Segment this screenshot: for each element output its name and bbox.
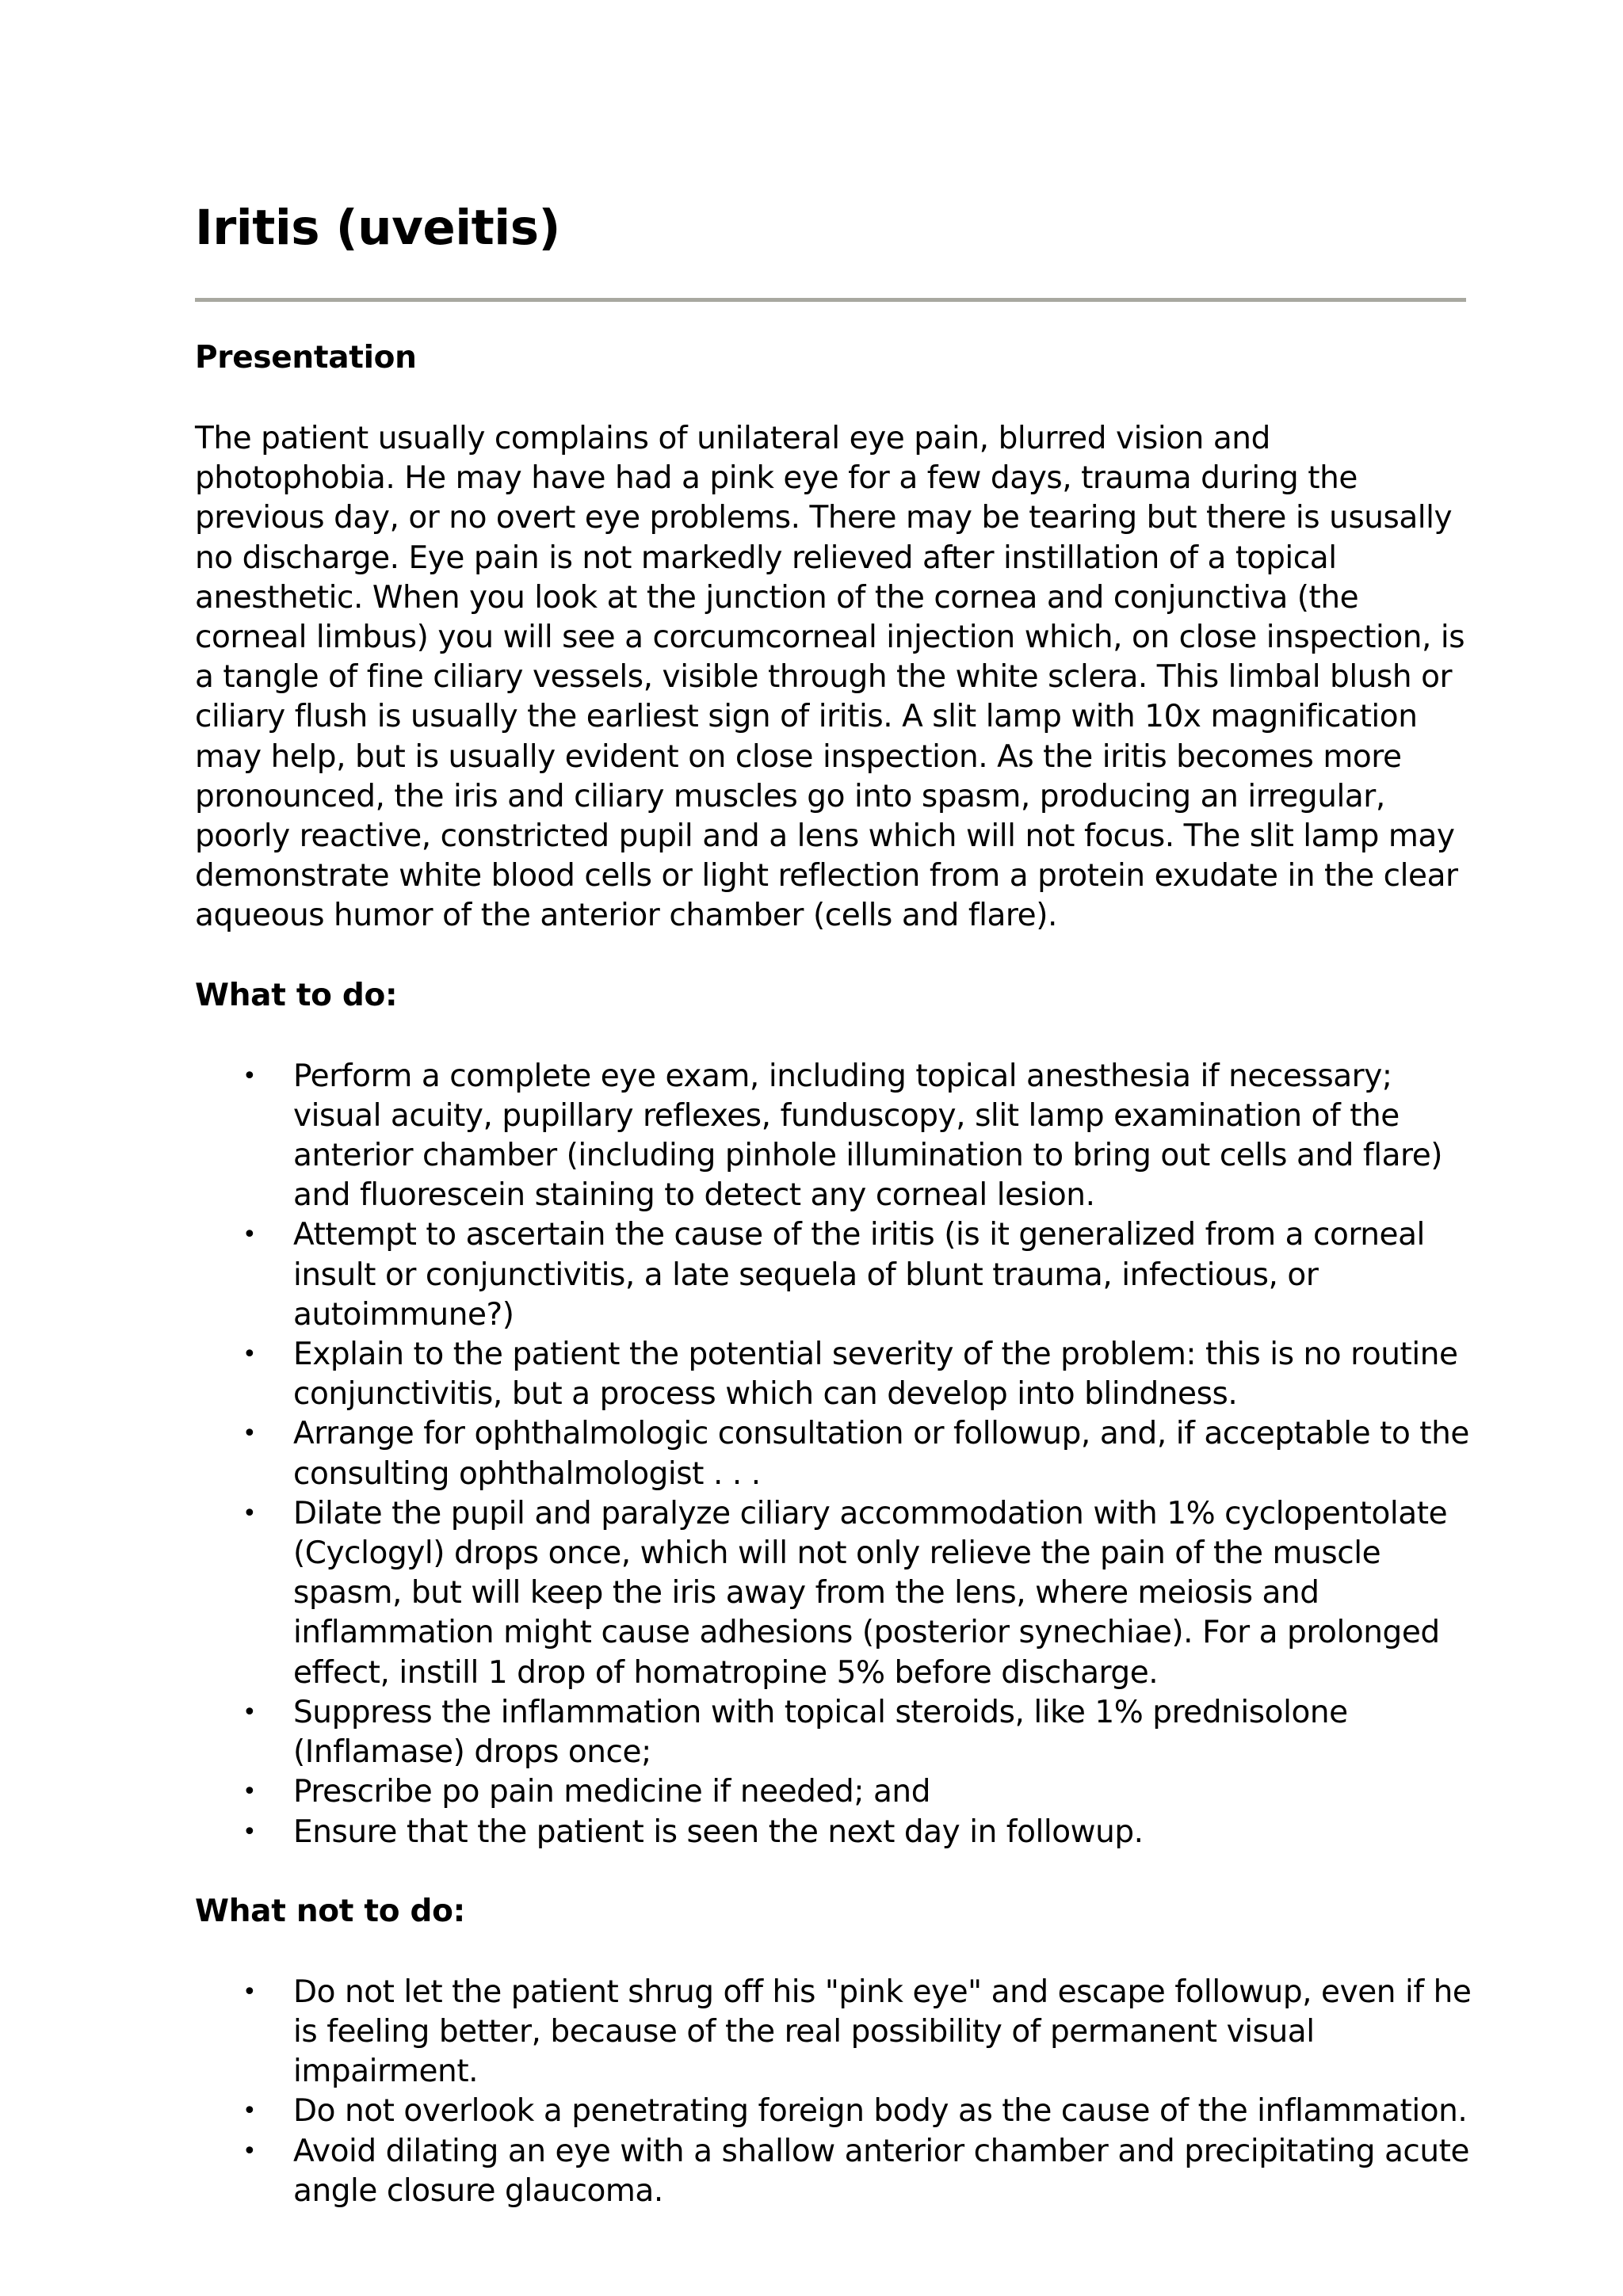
document-page (195, 196, 1479, 2211)
presentation-heading: Presentation (195, 340, 417, 376)
list-item-text: Avoid dilating an eye with a shallow anterior chamber and precipitating acute angle closure glaucoma. (293, 2133, 1470, 2209)
list-item-text: Do not overlook a penetrating foreign body as the cause of the inflammation. (293, 2093, 1468, 2130)
list-item (195, 1057, 1479, 1216)
list-item (195, 1494, 1479, 1693)
bullet-icon: • (242, 1499, 257, 1527)
list-item-text: Arrange for ophthalmologic consultation or followup, and, if acceptable to the consulting ophthalmologist . . . (293, 1416, 1469, 1492)
bullet-icon: • (242, 2097, 257, 2126)
list-item (195, 2092, 1479, 2131)
title-divider (195, 298, 1466, 302)
list-item-text: Dilate the pupil and paralyze ciliary accommodation with 1% cyclopentolate (Cyclogyl) drops once, which will not only relieve the pain of the muscle spasm, but will keep the iris away from the lens, where meiosis and inflammation might cause adhesions (posterior synechiae). For a prolonged effect, instill 1 drop of homatropine 5% before discharge. (293, 1495, 1448, 1691)
list-item (195, 1973, 1479, 2092)
presentation-paragraph: The patient usually complains of unilateral eye pain, blurred vision and photophobia. He may have had a pink eye for a few days, trauma during the previous day, or no overt eye problems. There may be tearing but there is ususally no discharge. Eye pain is not markedly relieved after instillation of a topical anesthetic. When you look at the junction of the cornea and conjunctiva (the corneal limbus) you will see a corcumcorneal injection which, on close inspection, is a tangle of fine ciliary vessels, visible through the white sclera. This limbal blush or ciliary flush is usually the earliest sign of iritis. A slit lamp with 10x magnification may help, but is usually evident on close inspection. As the iritis becomes more pronounced, the iris and ciliary muscles go into spasm, producing an irregular, poorly reactive, constricted pupil and a lens which will not focus. The slit lamp may demonstrate white blood cells or light reflection from a protein exudate in the clear aqueous humor of the anterior chamber (cells and flare). (195, 421, 1465, 934)
bullet-icon: • (242, 1221, 257, 1249)
what-to-do-list (195, 1057, 1479, 1852)
what-not-to-do-list (195, 1973, 1479, 2211)
list-item (195, 1772, 1479, 1812)
bullet-icon: • (242, 1062, 257, 1090)
bullet-icon: • (242, 1778, 257, 1806)
list-item (195, 1813, 1479, 1852)
list-item-text: Ensure that the patient is seen the next day in followup. (293, 1814, 1144, 1850)
list-item (195, 2132, 1479, 2211)
page-title: Iritis (uveitis) (195, 200, 560, 256)
list-item (195, 1215, 1479, 1335)
bullet-icon: • (242, 1341, 257, 1369)
bullet-icon: • (242, 2137, 257, 2165)
bullet-icon: • (242, 1698, 257, 1726)
list-item (195, 1335, 1479, 1414)
list-item-text: Attempt to ascertain the cause of the iritis (is it generalized from a corneal insult or conjunctivitis, a late sequela of blunt trauma, infectious, or autoimmune?) (293, 1217, 1425, 1333)
list-item-text: Explain to the patient the potential severity of the problem: this is no routine conjunctivitis, but a process which can develop into blindness. (293, 1337, 1458, 1413)
list-item (195, 1693, 1479, 1772)
list-item (195, 1414, 1479, 1493)
list-item-text: Perform a complete eye exam, including topical anesthesia if necessary; visual acuity, pupillary reflexes, funduscopy, slit lamp examination of the anterior chamber (including pinhole illumination to bring out cells and flare) and fluorescein staining to detect any corneal lesion. (293, 1058, 1443, 1214)
list-item-text: Suppress the inflammation with topical steroids, like 1% prednisolone (Inflamase) drops once; (293, 1694, 1348, 1771)
bullet-icon: • (242, 1817, 257, 1846)
list-item-text: Do not let the patient shrug off his "pink eye" and escape followup, even if he is feeling better, because of the real possibility of permanent visual impairment. (293, 1974, 1472, 2090)
what-not-to-do-heading: What not to do: (195, 1893, 465, 1929)
bullet-icon: • (242, 1420, 257, 1448)
what-to-do-heading: What to do: (195, 977, 398, 1013)
bullet-icon: • (242, 1978, 257, 2006)
list-item-text: Prescribe po pain medicine if needed; and (293, 1774, 930, 1810)
